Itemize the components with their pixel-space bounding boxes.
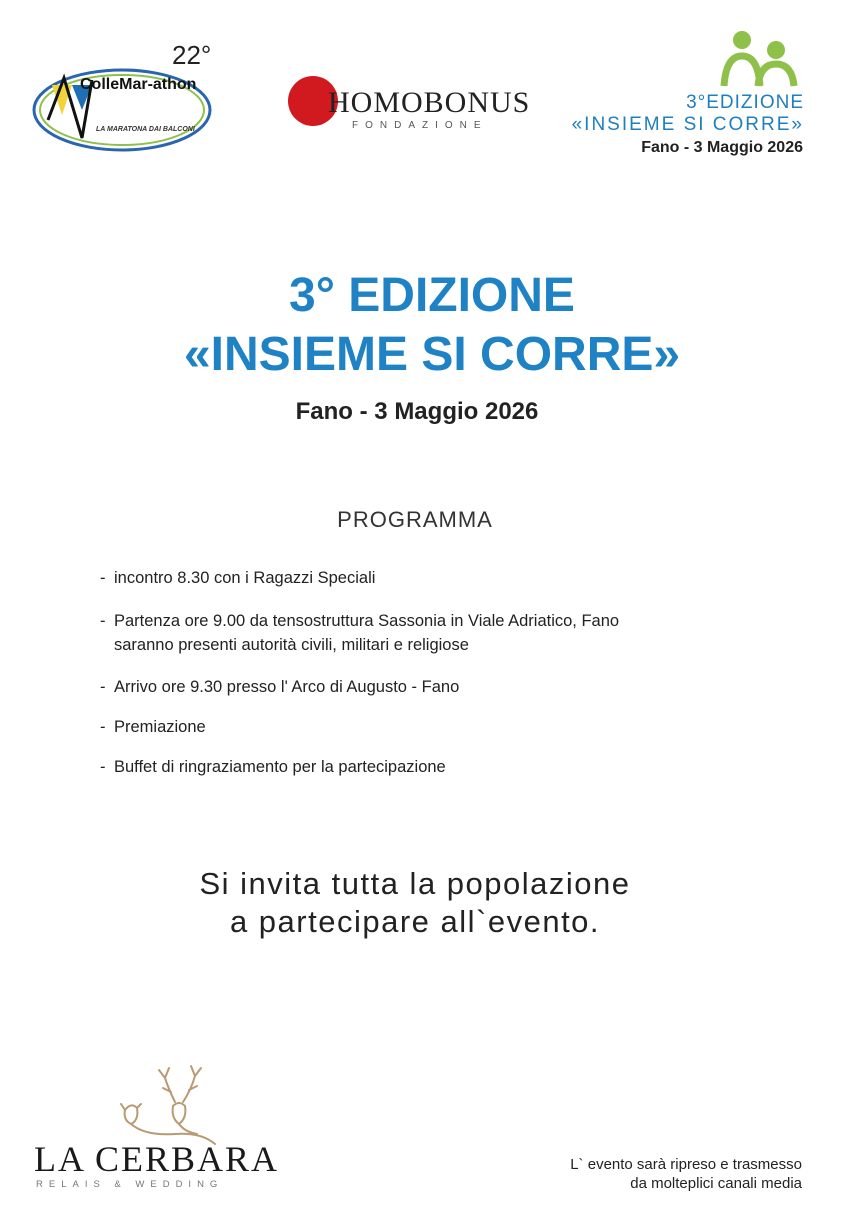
- program-item: - Premiazione: [100, 718, 206, 736]
- header-date: Fano - 3 Maggio 2026: [641, 139, 803, 156]
- homobonus-logo: [288, 72, 538, 136]
- footer-note-line-1: L` evento sarà ripreso e trasmesso: [570, 1156, 802, 1173]
- collemar-tagline: LA MARATONA DAI BALCONI: [96, 126, 195, 133]
- homobonus-name: HOMOBONUS: [328, 86, 531, 119]
- program-title: PROGRAMMA: [337, 507, 493, 532]
- program-item-text: Buffet di ringraziamento per la partecipazione: [114, 758, 446, 776]
- program-item-text-line2: saranno presenti autorità civili, militari e religiose: [114, 636, 469, 654]
- program-item-text: incontro 8.30 con i Ragazzi Speciali: [114, 569, 376, 587]
- main-subtitle-date: Fano - 3 Maggio 2026: [295, 398, 539, 425]
- footer-note-line-2: da molteplici canali media: [630, 1175, 802, 1192]
- program-item: - Buffet di ringraziamento per la partecipazione: [100, 758, 446, 776]
- header-edition: 3°EDIZIONE: [686, 92, 804, 113]
- sponsor-subtitle: RELAIS & WEDDING: [36, 1179, 224, 1190]
- invite-line-1: Si invita tutta la popolazione: [199, 866, 631, 901]
- sponsor-name: LA CERBARA: [34, 1139, 280, 1179]
- program-item: - Arrivo ore 9.30 presso l' Arco di Augusto - Fano: [100, 678, 460, 696]
- program-item-text: Partenza ore 9.00 da tensostruttura Sassonia in Viale Adriatico, Fano: [114, 612, 620, 630]
- people-icon: [718, 28, 808, 90]
- main-title-edition: 3° EDIZIONE: [289, 269, 575, 322]
- collemar-name: ColleMar-athon: [80, 76, 197, 93]
- program-item: - incontro 8.30 con i Ragazzi Speciali: [100, 569, 376, 587]
- program-item: - Partenza ore 9.00 da tensostruttura Sassonia in Viale Adriatico, Fano saranno presenti autorità civili, militari e religiose: [100, 609, 780, 657]
- collemar-edition: 22°: [172, 40, 212, 70]
- main-title-event: «INSIEME SI CORRE»: [183, 328, 681, 381]
- invite-line-2: a partecipare all`evento.: [229, 904, 601, 939]
- program-item-text: Premiazione: [114, 718, 206, 736]
- homobonus-subtitle: FONDAZIONE: [352, 120, 488, 131]
- insieme-si-corre-logo: [718, 28, 808, 90]
- header-event-name: «INSIEME SI CORRE»: [571, 114, 804, 135]
- program-item-text: Arrivo ore 9.30 presso l' Arco di Augusto - Fano: [114, 678, 460, 696]
- collemar-athon-logo: [30, 40, 230, 160]
